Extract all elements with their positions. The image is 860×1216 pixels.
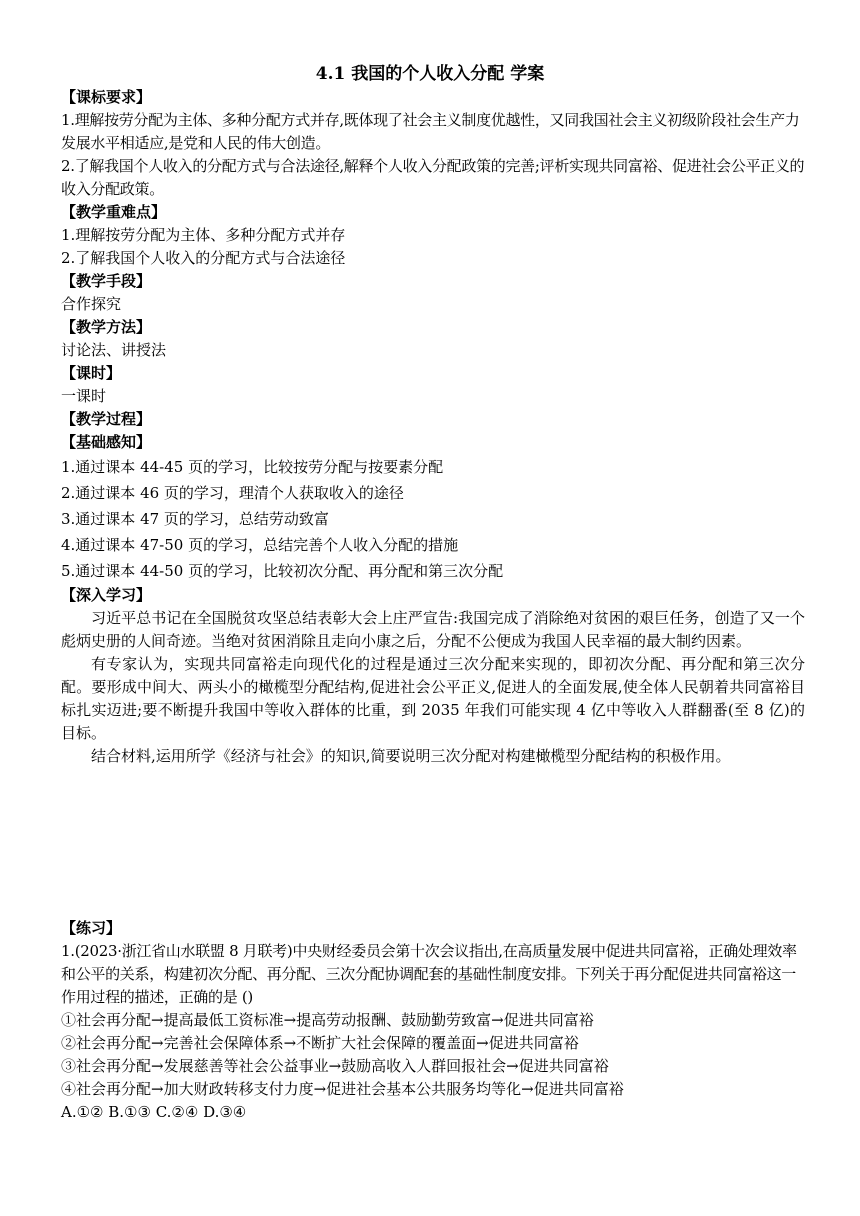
jichu-item-1: 1.通过课本 44-45 页的学习，比较按劳分配与按要素分配: [61, 458, 444, 476]
heading-shouduan: 【教学手段】: [61, 272, 152, 290]
shouduan-text: 合作探究: [61, 295, 122, 313]
lianxi-option-3: ③社会再分配→发展慈善等社会公益事业→鼓励高收入人群回报社会→促进共同富裕: [61, 1057, 609, 1075]
lianxi-question: 1.(2023·浙江省山水联盟 8 月联考)中央财经委员会第十次会议指出,在高质量发展中促进共同富裕，正确处理效率和公平的关系，构建初次分配、再分配、三次分配协调配套的基础性制度安排。下列关于再分配促进共同富裕这一作用过程的描述，正确的是 (): [61, 942, 797, 1006]
jichu-item-2: 2.通过课本 46 页的学习，理清个人获取收入的途径: [61, 484, 404, 502]
keshi-text: 一课时: [61, 387, 107, 405]
shenru-paragraph-1: 习近平总书记在全国脱贫攻坚总结表彰大会上庄严宣告:我国完成了消除绝对贫困的艰巨任务，创造了又一个彪炳史册的人间奇迹。当绝对贫困消除且走向小康之后，分配不公便成为我国人民幸福的最大制约因素。: [61, 609, 805, 650]
heading-shenru: 【深入学习】: [61, 586, 152, 604]
answer-space: [61, 768, 805, 917]
page-title: 4.1 我国的个人收入分配 学案: [315, 64, 545, 84]
shenru-paragraph-3: 结合材料,运用所学《经济与社会》的知识,简要说明三次分配对构建橄榄型分配结构的积极作用。: [91, 747, 731, 765]
fangfa-text: 讨论法、讲授法: [61, 341, 167, 359]
heading-zhongnan: 【教学重难点】: [61, 203, 167, 221]
document-body: [61, 86, 805, 1124]
heading-lianxi: 【练习】: [61, 919, 122, 937]
zhongnan-item-2: 2.了解我国个人收入的分配方式与合法途径: [61, 249, 346, 267]
zhongnan-item-1: 1.理解按劳分配为主体、多种分配方式并存: [61, 226, 346, 244]
kebiao-item-1: 1.理解按劳分配为主体、多种分配方式并存,既体现了社会主义制度优越性，又同我国社会主义初级阶段社会生产力发展水平相适应,是党和人民的伟大创造。: [61, 111, 800, 152]
heading-guocheng: 【教学过程】: [61, 410, 152, 428]
heading-jichu: 【基础感知】: [61, 433, 152, 451]
heading-kebiao: 【课标要求】: [61, 88, 152, 106]
jichu-item-3: 3.通过课本 47 页的学习，总结劳动致富: [61, 510, 329, 528]
jichu-item-5: 5.通过课本 44-50 页的学习，比较初次分配、再分配和第三次分配: [61, 562, 504, 580]
heading-keshi: 【课时】: [61, 364, 122, 382]
lianxi-answers: A.①② B.①③ C.②④ D.③④: [61, 1103, 247, 1121]
shenru-paragraph-2: 有专家认为，实现共同富裕走向现代化的过程是通过三次分配来实现的，即初次分配、再分配和第三次分配。要形成中间大、两头小的橄榄型分配结构,促进社会公平正义,促进人的全面发展,使全体人民朝着共同富裕目标扎实迈进;要不断提升我国中等收入群体的比重，到 2035 年我们可能实现 4 亿中等收入人群翻番(至 8 亿)的目标。: [61, 655, 805, 742]
jichu-item-4: 4.通过课本 47-50 页的学习，总结完善个人收入分配的措施: [61, 536, 459, 554]
kebiao-item-2: 2.了解我国个人收入的分配方式与合法途径,解释个人收入分配政策的完善;评析实现共同富裕、促进社会公平正义的收入分配政策。: [61, 157, 805, 198]
lianxi-option-1: ①社会再分配→提高最低工资标准→提高劳动报酬、鼓励勤劳致富→促进共同富裕: [61, 1011, 594, 1029]
lianxi-option-4: ④社会再分配→加大财政转移支付力度→促进社会基本公共服务均等化→促进共同富裕: [61, 1080, 624, 1098]
lianxi-option-2: ②社会再分配→完善社会保障体系→不断扩大社会保障的覆盖面→促进共同富裕: [61, 1034, 579, 1052]
heading-fangfa: 【教学方法】: [61, 318, 152, 336]
